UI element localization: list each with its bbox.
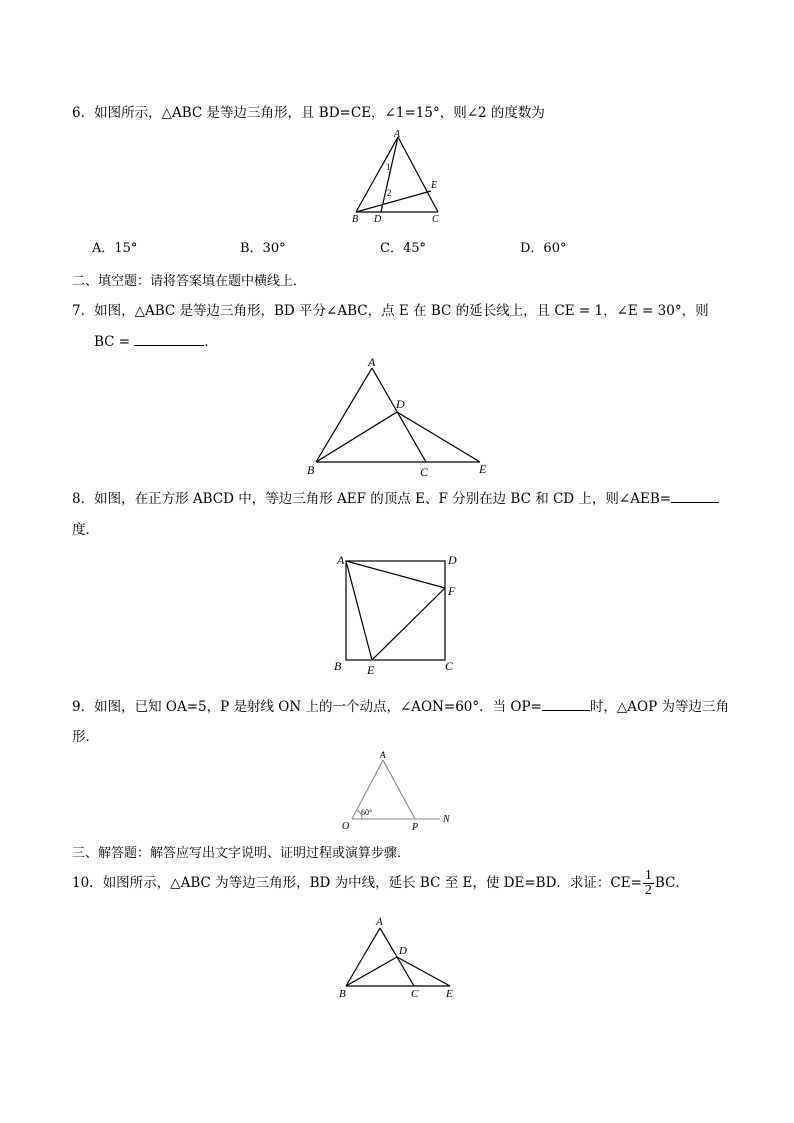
q10-label-E: E xyxy=(446,988,453,1000)
question-9-stem-cont: 时，△AOP 为等边三角 xyxy=(589,699,729,715)
question-7-text-line2 xyxy=(94,330,218,350)
q8-label-D: D xyxy=(448,553,457,567)
question-8-figure xyxy=(330,550,464,678)
q6-label-B: B xyxy=(352,214,359,225)
question-8-stem: 如图，在正方形 ABCD 中，等边三角形 AEF 的顶点 E、F 分别在边 BC 和 CD 上，则∠AEB= xyxy=(94,491,672,507)
q10-label-A: A xyxy=(376,916,383,928)
q10-label-D: D xyxy=(399,945,407,957)
question-9-answer-blank[interactable] xyxy=(542,696,590,711)
question-7-figure xyxy=(300,352,500,478)
question-6-text xyxy=(72,101,545,121)
question-7-answer-suffix: ． xyxy=(204,334,218,350)
question-6-stem: 如图所示，△ABC 是等边三角形，且 BD=CE，∠1=15°，则∠2 的度数为 xyxy=(94,105,545,121)
question-9-stem: 如图，已知 OA=5，P 是射线 ON 上的一个动点，∠AON=60°．当 OP= xyxy=(94,699,542,715)
q8-label-F: F xyxy=(448,584,456,598)
question-8-number: 8． xyxy=(72,491,95,507)
q8-label-C: C xyxy=(445,659,454,673)
q6-option-a: A．15° xyxy=(92,241,138,256)
q8-label-B: B xyxy=(334,659,342,673)
q6-option-b: B．30° xyxy=(240,241,286,256)
question-7-answer-prefix: BC = xyxy=(94,334,131,350)
question-10-stem: 如图所示，△ABC 为等边三角形，BD 为中线，延长 BC 至 E，使 DE=BD．求证：CE= xyxy=(102,875,642,891)
question-8-text-line2: 度． xyxy=(72,522,99,538)
q9-label-O: O xyxy=(342,821,350,832)
q10-fraction-denominator: 2 xyxy=(644,883,652,898)
q7-label-D: D xyxy=(396,397,405,411)
question-10-stem-suffix: BC． xyxy=(654,875,689,891)
q9-label-P: P xyxy=(412,822,419,833)
question-8-answer-blank[interactable] xyxy=(671,488,719,503)
q9-label-N: N xyxy=(443,814,450,825)
q10-fraction-numerator: 1 xyxy=(644,868,652,883)
q6-label-angle-1: 1 xyxy=(386,162,391,172)
q6-label-E: E xyxy=(431,180,438,191)
q8-label-E: E xyxy=(367,663,375,677)
q7-label-C: C xyxy=(420,465,429,478)
q6-option-c: C．45° xyxy=(380,241,426,256)
q7-label-B: B xyxy=(307,463,315,477)
question-7-stem: 如图，△ABC 是等边三角形，BD 平分∠ABC，点 E 在 BC 的延长线上，且 CE = 1，∠E = 30°，则 xyxy=(94,303,709,319)
q7-label-A: A xyxy=(368,355,376,369)
question-9-text-line2: 形． xyxy=(72,729,99,745)
q6-label-angle-2: 2 xyxy=(387,188,392,198)
q6-label-D: D xyxy=(374,214,382,225)
q6-label-A: A xyxy=(394,129,401,140)
q10-label-B: B xyxy=(339,988,346,1000)
q6-option-d: D．60° xyxy=(520,241,567,256)
question-9-figure xyxy=(336,748,460,834)
question-7-answer-blank[interactable] xyxy=(134,331,204,346)
question-9-number: 9． xyxy=(72,699,95,715)
q6-label-C: C xyxy=(432,214,439,225)
q8-label-A: A xyxy=(337,553,345,567)
q9-label-A: A xyxy=(380,750,386,760)
question-6-figure xyxy=(346,126,450,226)
question-8-text-line1 xyxy=(72,487,719,507)
q10-fraction xyxy=(643,869,654,898)
question-10-figure xyxy=(334,912,464,1002)
question-7-number: 7． xyxy=(72,303,95,319)
question-6-number: 6． xyxy=(72,105,95,121)
question-10-text xyxy=(72,868,689,898)
q9-label-angle: 60° xyxy=(361,808,373,817)
section-3-heading: 三、解答题：解答应写出文字说明、证明过程或演算步骤． xyxy=(72,846,411,861)
section-2-heading: 二、填空题：请将答案填在题中横线上． xyxy=(72,274,307,289)
q7-label-E: E xyxy=(479,462,487,476)
question-7-text-line1 xyxy=(72,299,709,319)
q10-label-C: C xyxy=(411,988,419,1000)
question-9-text-line1 xyxy=(72,695,729,715)
question-10-number: 10． xyxy=(72,875,103,891)
